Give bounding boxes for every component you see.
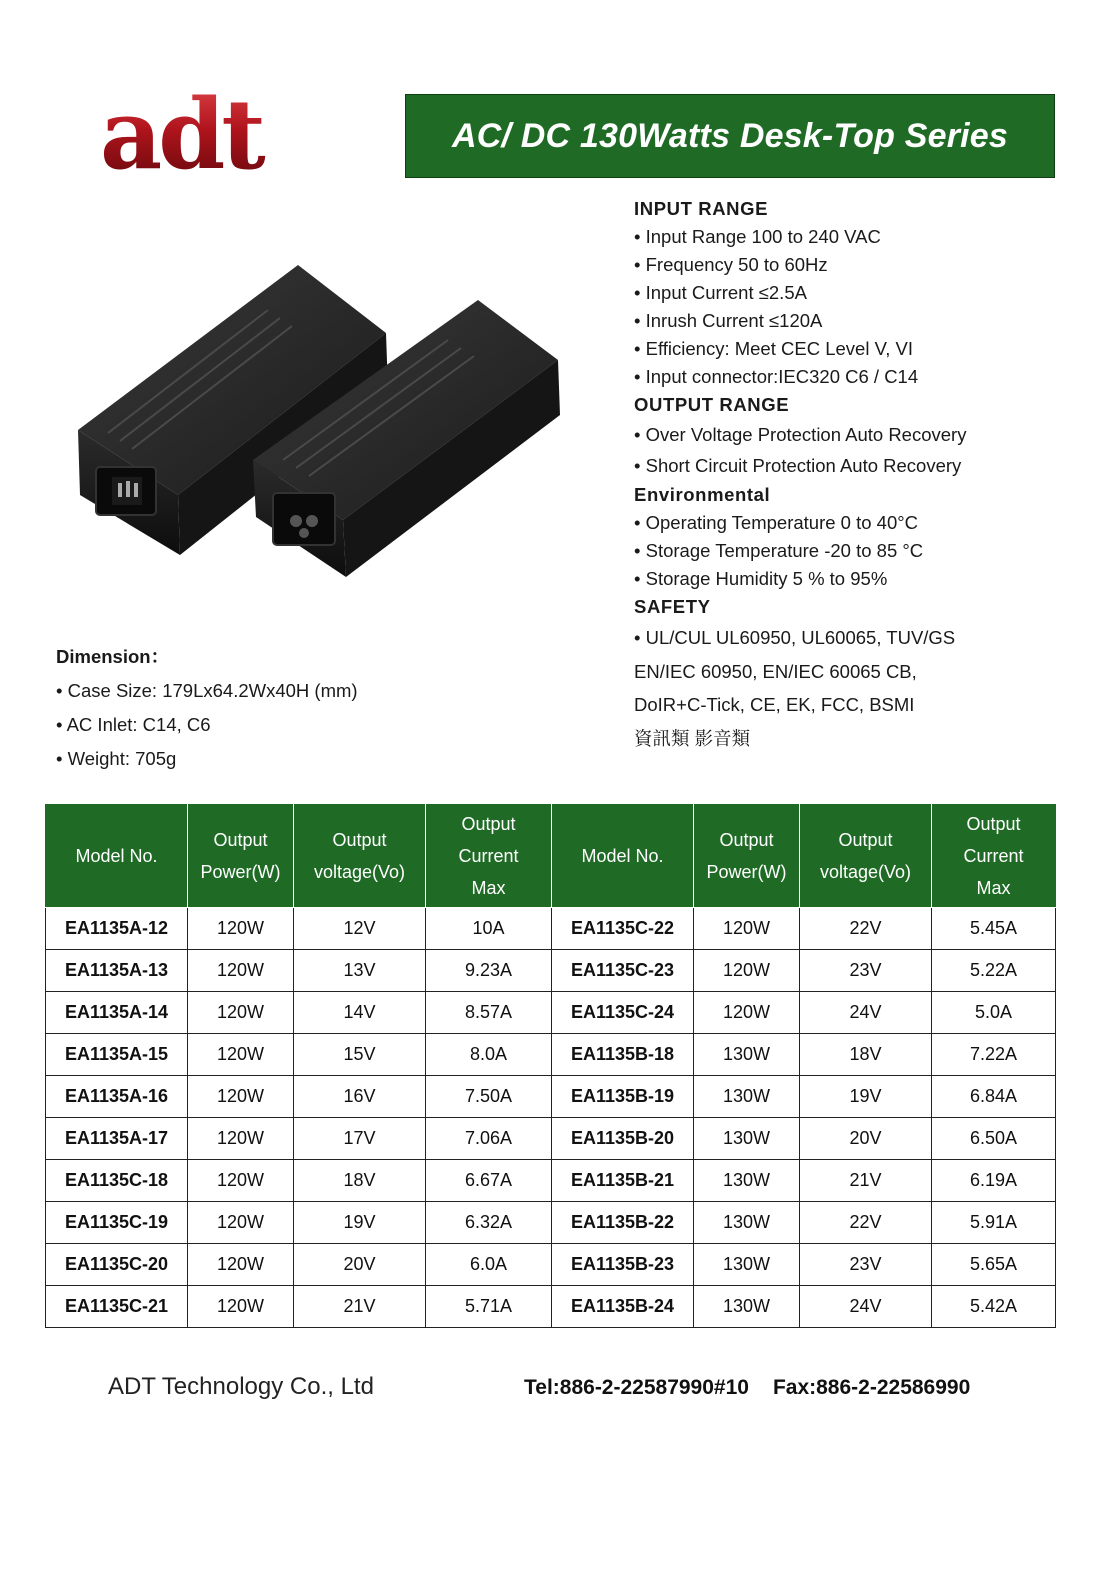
table-cell: 130W — [694, 1118, 800, 1160]
table-cell: 24V — [800, 1286, 932, 1328]
dimension-item: • Case Size: 179Lx64.2Wx40H (mm) — [56, 680, 358, 701]
table-cell: 23V — [800, 1244, 932, 1286]
spec-item: • Storage Temperature -20 to 85 °C — [634, 540, 924, 561]
table-row — [46, 1034, 1056, 1076]
table-row — [46, 1160, 1056, 1202]
table-row — [46, 1244, 1056, 1286]
table-cell: 6.19A — [932, 1160, 1056, 1202]
model-number-cell: EA1135C-24 — [552, 992, 694, 1034]
table-cell: 21V — [294, 1286, 426, 1328]
model-number-cell: EA1135C-19 — [46, 1202, 188, 1244]
fax: Fax:886-2-22586990 — [772, 1376, 971, 1399]
section-heading-safety: SAFETY — [634, 596, 711, 617]
table-cell: 14V — [294, 992, 426, 1034]
table-cell: 18V — [294, 1160, 426, 1202]
column-header-line: Output — [966, 814, 1021, 834]
section-heading-environmental: Environmental — [634, 484, 771, 505]
column-header — [694, 805, 800, 908]
table-cell: 5.71A — [426, 1286, 552, 1328]
dimension-item: • Weight: 705g — [56, 748, 177, 769]
column-header-line: Output — [461, 814, 516, 834]
column-header — [188, 805, 294, 908]
column-header-line: Output — [838, 830, 893, 850]
table-cell: 6.32A — [426, 1202, 552, 1244]
table-cell: 130W — [694, 1034, 800, 1076]
table-cell: 10A — [426, 908, 552, 950]
table-cell: 7.06A — [426, 1118, 552, 1160]
spec-item: • Frequency 50 to 60Hz — [634, 254, 828, 275]
model-number-cell: EA1135B-22 — [552, 1202, 694, 1244]
spec-item: • Input Range 100 to 240 VAC — [634, 226, 881, 247]
specifications — [634, 195, 1074, 755]
model-table-wrapper — [45, 804, 1055, 1328]
model-number-cell: EA1135C-22 — [552, 908, 694, 950]
table-cell: 130W — [694, 1286, 800, 1328]
table-cell: 120W — [694, 950, 800, 992]
table-cell: 20V — [294, 1244, 426, 1286]
table-cell: 13V — [294, 950, 426, 992]
table-cell: 5.0A — [932, 992, 1056, 1034]
column-header-line: Max — [471, 878, 506, 898]
model-number-cell: EA1135C-18 — [46, 1160, 188, 1202]
model-number-cell: EA1135A-14 — [46, 992, 188, 1034]
table-cell: 23V — [800, 950, 932, 992]
model-number-cell: EA1135B-21 — [552, 1160, 694, 1202]
table-cell: 21V — [800, 1160, 932, 1202]
table-cell: 19V — [800, 1076, 932, 1118]
model-number-cell: EA1135A-16 — [46, 1076, 188, 1118]
spec-item: • Operating Temperature 0 to 40°C — [634, 512, 918, 533]
table-row — [46, 1076, 1056, 1118]
spec-item: DoIR+C-Tick, CE, EK, FCC, BSMI — [634, 694, 915, 715]
title-banner — [405, 94, 1055, 178]
table-cell: 120W — [188, 1244, 294, 1286]
dimension-block — [56, 640, 476, 776]
table-row — [46, 908, 1056, 950]
column-header-line: Output — [719, 830, 774, 850]
adt-logo — [98, 78, 318, 178]
spec-item: EN/IEC 60950, EN/IEC 60065 CB, — [634, 660, 917, 682]
table-cell: 8.0A — [426, 1034, 552, 1076]
table-cell: 120W — [188, 1118, 294, 1160]
spec-item: • Input Current ≤2.5A — [634, 282, 807, 303]
column-header-line: Power(W) — [200, 862, 281, 882]
table-cell: 5.42A — [932, 1286, 1056, 1328]
table-cell: 120W — [188, 1076, 294, 1118]
table-cell: 120W — [188, 950, 294, 992]
table-cell: 120W — [188, 908, 294, 950]
table-cell: 12V — [294, 908, 426, 950]
table-cell: 120W — [188, 992, 294, 1034]
table-cell: 120W — [188, 1202, 294, 1244]
column-header — [426, 805, 552, 908]
dimension-heading: Dimension： — [56, 646, 170, 667]
table-row — [46, 950, 1056, 992]
column-header-line: Current — [458, 846, 519, 866]
model-number-cell: EA1135B-24 — [552, 1286, 694, 1328]
table-cell: 120W — [188, 1160, 294, 1202]
table-cell: 16V — [294, 1076, 426, 1118]
table-cell: 5.22A — [932, 950, 1056, 992]
table-cell: 120W — [188, 1286, 294, 1328]
column-header-line: Output — [213, 830, 268, 850]
table-cell: 130W — [694, 1076, 800, 1118]
column-header-line: Max — [976, 878, 1011, 898]
column-header — [800, 805, 932, 908]
table-cell: 5.45A — [932, 908, 1056, 950]
section-heading-output: OUTPUT RANGE — [634, 394, 790, 415]
table-row — [46, 1202, 1056, 1244]
model-number-cell: EA1135B-20 — [552, 1118, 694, 1160]
column-header — [552, 805, 694, 908]
spec-item: • Short Circuit Protection Auto Recovery — [634, 455, 962, 476]
model-number-cell: EA1135A-15 — [46, 1034, 188, 1076]
model-number-cell: EA1135B-23 — [552, 1244, 694, 1286]
table-row — [46, 1286, 1056, 1328]
table-cell: 130W — [694, 1160, 800, 1202]
table-cell: 15V — [294, 1034, 426, 1076]
model-number-cell: EA1135C-20 — [46, 1244, 188, 1286]
table-cell: 120W — [694, 992, 800, 1034]
table-cell: 130W — [694, 1202, 800, 1244]
column-header — [294, 805, 426, 908]
table-cell: 130W — [694, 1244, 800, 1286]
spec-item: • Efficiency: Meet CEC Level V, VI — [634, 338, 913, 359]
table-header-row — [46, 805, 1056, 908]
column-header-line: voltage(Vo) — [313, 862, 406, 882]
table-cell: 6.0A — [426, 1244, 552, 1286]
table-cell: 7.50A — [426, 1076, 552, 1118]
product-photo — [68, 255, 568, 585]
table-row — [46, 992, 1056, 1034]
table-cell: 20V — [800, 1118, 932, 1160]
table-cell: 6.84A — [932, 1076, 1056, 1118]
section-heading-input: INPUT RANGE — [634, 198, 769, 219]
model-number-cell: EA1135C-23 — [552, 950, 694, 992]
table-cell: 18V — [800, 1034, 932, 1076]
spec-item: 資訊類 影音類 — [634, 727, 751, 749]
model-number-cell: EA1135B-18 — [552, 1034, 694, 1076]
page-title: AC/ DC 130Watts Desk-Top Series — [451, 116, 1009, 155]
table-cell: 22V — [800, 1202, 932, 1244]
table-cell: 22V — [800, 908, 932, 950]
model-number-cell: EA1135B-19 — [552, 1076, 694, 1118]
table-cell: 24V — [800, 992, 932, 1034]
model-number-cell: EA1135A-13 — [46, 950, 188, 992]
table-cell: 120W — [188, 1034, 294, 1076]
column-header-line: Power(W) — [706, 862, 787, 882]
table-cell: 5.91A — [932, 1202, 1056, 1244]
company-name: ADT Technology Co., Ltd — [108, 1373, 374, 1400]
table-row — [46, 1118, 1056, 1160]
table-cell: 19V — [294, 1202, 426, 1244]
model-number-cell: EA1135C-21 — [46, 1286, 188, 1328]
spec-item: • Input connector:IEC320 C6 / C14 — [634, 366, 919, 387]
table-cell: 7.22A — [932, 1034, 1056, 1076]
table-cell: 9.23A — [426, 950, 552, 992]
table-cell: 8.57A — [426, 992, 552, 1034]
spec-item: • Inrush Current ≤120A — [634, 310, 823, 331]
column-header-line: Model No. — [581, 846, 664, 866]
model-table — [45, 804, 1056, 1328]
table-cell: 17V — [294, 1118, 426, 1160]
dimension-item: • AC Inlet: C14, C6 — [56, 714, 211, 735]
model-number-cell: EA1135A-12 — [46, 908, 188, 950]
spec-item: • Storage Humidity 5 % to 95% — [634, 568, 888, 589]
column-header — [932, 805, 1056, 908]
spec-item: • Over Voltage Protection Auto Recovery — [634, 424, 967, 445]
contact-info — [524, 1376, 970, 1400]
table-cell: 120W — [694, 908, 800, 950]
column-header — [46, 805, 188, 908]
table-cell: 6.67A — [426, 1160, 552, 1202]
column-header-line: Current — [963, 846, 1024, 866]
column-header-line: voltage(Vo) — [819, 862, 912, 882]
svg-text:adt: adt — [100, 78, 262, 178]
telephone: Tel:886-2-22587990#10 — [524, 1376, 749, 1399]
spec-item: • UL/CUL UL60950, UL60065, TUV/GS — [634, 627, 956, 648]
column-header-line: Model No. — [75, 846, 158, 866]
table-body — [46, 908, 1056, 1328]
table-cell: 6.50A — [932, 1118, 1056, 1160]
column-header-line: Output — [332, 830, 387, 850]
model-number-cell: EA1135A-17 — [46, 1118, 188, 1160]
table-cell: 5.65A — [932, 1244, 1056, 1286]
